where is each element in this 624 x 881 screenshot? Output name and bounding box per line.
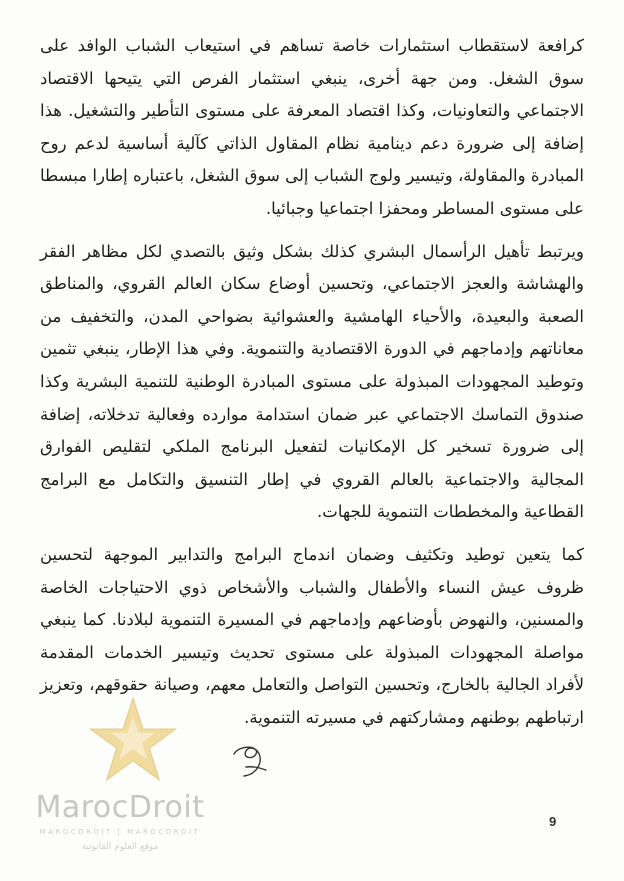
watermark-brand: MarocDroit — [35, 790, 205, 825]
page-number: 9 — [549, 814, 557, 829]
body-text — [40, 30, 584, 734]
paragraph-1: كرافعة لاستقطاب استثمارات خاصة تساهم في استيعاب الشباب الوافد على سوق الشغل. ومن جهة أخرى، ينبغي استثمار الفرص التي يتيحها الاقتصاد الاجتماعي والتعاونيات، وكذا اقتصاد المعرفة على مستوى التأطير والتشغيل. هذا إضافة إلى ضرورة دعم دينامية نظام المقاول الذاتي كآلية أساسية لدعم روح المبادرة والمقاولة، وتيسير ولوج الشباب إلى سوق الشغل، باعتباره إطارا مبسطا على مستوى المساطر ومحفزا اجتماعيا وجبائيا. — [40, 36, 584, 218]
watermark-subtitle: MAROCDROIT | MAROCDROIT — [39, 828, 201, 836]
watermark-tagline: موقع العلوم القانونية — [81, 842, 159, 852]
signature-icon — [226, 740, 274, 780]
paragraph-3: كما يتعين توطيد وتكثيف وضمان اندماج البرامج والتدابير الموجهة لتحسين ظروف عيش النساء والأطفال والشباب والأشخاص ذوي الاحتياجات الخاصة والمسنين، والنهوض بأوضاعهم وإدماجهم في المسيرة التنموية لبلادنا. كما ينبغي مواصلة المجهودات المبذولة على مستوى تحديث وتيسير الخدمات المقدمة لأفراد الجالية بالخارج، وتحسين التواصل والتعامل معهم، وصيانة حقوقهم، وتعزيز ارتباطهم بوطنهم ومشاركتهم في مسيرته التنموية. — [40, 544, 584, 727]
paragraph-2: ويرتبط تأهيل الرأسمال البشري كذلك بشكل وثيق بالتصدي لكل مظاهر الفقر والهشاشة والعجز الاجتماعي، وتحسين أوضاع سكان العالم القروي، والمناطق الصعبة والبعيدة، والأحياء الهامشية والعشوائية بضواحي المدن، والتخفيف من معاناتهم وإدماجهم في الدورة الاقتصادية والتنموية. وفي هذا الإطار، ينبغي تثمين وتوطيد المجهودات المبذولة على مستوى المبادرة الوطنية للتنمية البشرية وكذا صندوق التماسك الاجتماعي عبر ضمان استدامة موارده وفعالية تدخلاته، إضافة إلى ضرورة تسخير كل الإمكانيات لتفعيل البرنامج الملكي لتقليص الفوارق المجالية والاجتماعية بالعالم القروي في إطار التنسيق والتكامل مع البرامج القطاعية والمخططات التنموية للجهات. — [40, 241, 584, 522]
